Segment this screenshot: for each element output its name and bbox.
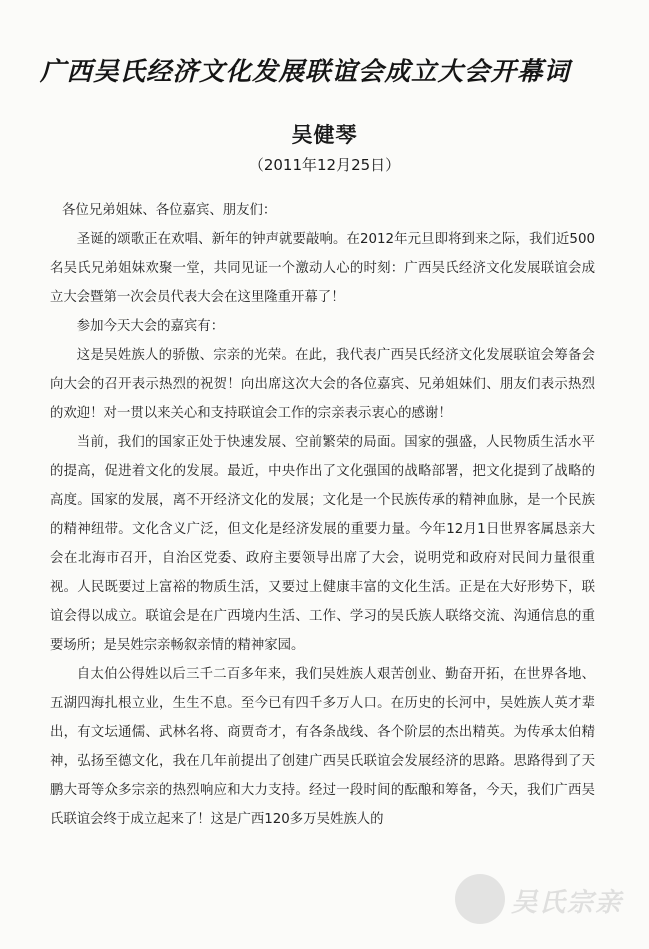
watermark-emblem-icon (455, 874, 505, 924)
body-paragraph: 当前，我们的国家正处于快速发展、空前繁荣的局面。国家的强盛，人民物质生活水平的提高，促进着文化的发展。最近，中央作出了文化强国的战略部署，把文化提到了战略的高度。国家的发展，离不开经济文化的发展；文化是一个民族传承的精神血脉，是一个民族的精神纽带。文化含义广泛，但文化是经济发展的重要力量。今年12月1日世界客属恳亲大会在北海市召开，自治区党委、政府主要领导出席了大会，说明党和政府对民间力量很重视。人民既要过上富裕的物质生活，又要过上健康丰富的文化生活。正是在大好形势下，联谊会得以成立。联谊会是在广西境内生活、工作、学习的吴氏族人联络交流、沟通信息的重要场所；是吴姓宗亲畅叙亲情的精神家园。 (50, 435, 595, 653)
body-paragraph: 这是吴姓族人的骄傲、宗亲的光荣。在此，我代表广西吴氏经济文化发展联谊会筹备会向大会的召开表示热烈的祝贺！向出席这次大会的各位嘉宾、兄弟姐妹们、朋友们表示热烈的欢迎！对一贯以来关心和支持联谊会工作的宗亲表示衷心的感谢！ (50, 348, 595, 421)
speech-date: （2011年12月25日） (248, 156, 401, 174)
body-paragraph: 自太伯公得姓以后三千二百多年来，我们吴姓族人艰苦创业、勤奋开拓，在世界各地、五湖四海扎根立业，生生不息。至今已有四千多万人口。在历史的长河中，吴姓族人英才辈出，有文坛通儒、武林名将、商贾奇才，有各条战线、各个阶层的杰出精英。为传承太伯精神，弘扬至德文化，我在几年前提出了创建广西吴氏联谊会发展经济的思路。思路得到了天鹏大哥等众多宗亲的热烈响应和大力支持。经过一段时间的酝酿和筹备，今天，我们广西吴氏联谊会终于成立起来了！这是广西120多万吴姓族人的 (50, 667, 595, 827)
body-paragraph: 参加今天大会的嘉宾有： (76, 319, 225, 334)
author-name: 吴健琴 (291, 123, 358, 147)
body-paragraph: 圣诞的颂歌正在欢唱、新年的钟声就要敲响。在2012年元旦即将到来之际，我们近500名吴氏兄弟姐妹欢聚一堂，共同见证一个激动人心的时刻：广西吴氏经济文化发展联谊会成立大会暨第一次会员代表大会在这里隆重开幕了！ (50, 232, 595, 305)
watermark-text: 吴氏宗亲 (511, 888, 624, 918)
document-title: 广西吴氏经济文化发展联谊会成立大会开幕词 (40, 57, 571, 87)
salutation-paragraph: 各位兄弟姐妹、各位嘉宾、朋友们： (62, 203, 277, 218)
watermark-logo (455, 868, 645, 934)
document-body (50, 196, 595, 834)
